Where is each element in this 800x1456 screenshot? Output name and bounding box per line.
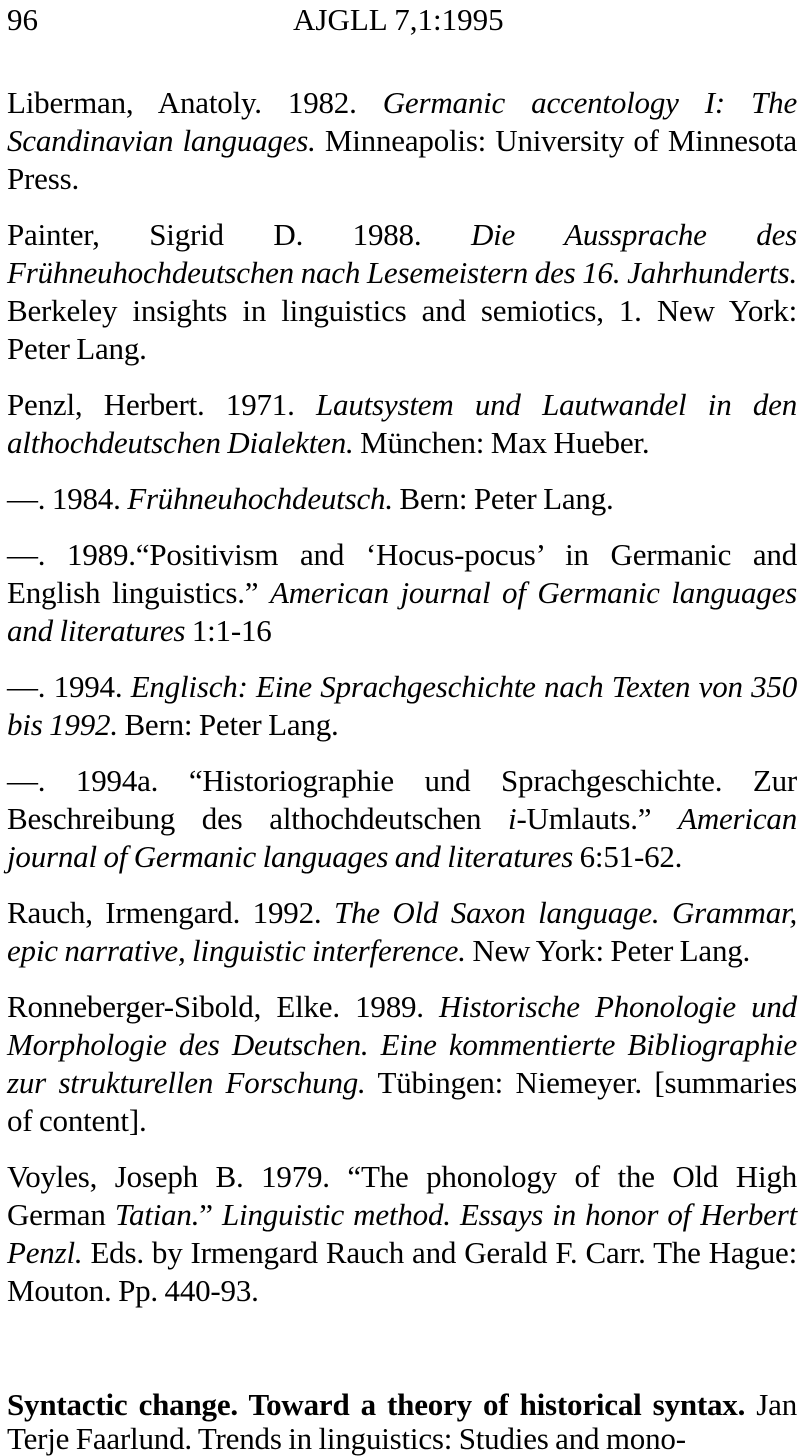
reference-entry <box>7 84 797 198</box>
reference-list <box>7 84 797 1328</box>
review-text: Jan Terje Faarlund. Trends in linguistics: Studies and mono- <box>7 1387 797 1456</box>
reference-title: Tatian. <box>114 1197 200 1232</box>
running-head: AJGLL 7,1:1995 <box>293 2 504 37</box>
reference-entry <box>7 480 797 518</box>
reference-text: —. 1989.“Positivism and ‘Hocus-pocus’ in Germanic and English linguistics.” <box>7 537 797 610</box>
reference-title: The Old Saxon language. Grammar, epic narrative, linguistic interference. <box>7 895 798 968</box>
reference-title: i <box>508 801 517 836</box>
reference-text: München: Max Hueber. <box>353 425 650 460</box>
reference-text: Rauch, Irmengard. 1992. <box>7 895 334 930</box>
reference-text: —. 1994a. “Historiographie und Sprachgeschichte. Zur Beschreibung des althochdeutschen <box>7 763 797 836</box>
reference-title: Linguistic method. Essays in honor of Herbert Penzl. <box>7 1197 797 1270</box>
reference-text: Voyles, Joseph B. 1979. “The phonology of the Old High German <box>7 1159 797 1232</box>
reference-text: Ronneberger-Sibold, Elke. 1989. <box>7 989 440 1024</box>
page-number: 96 <box>7 2 38 37</box>
reference-entry <box>7 762 797 876</box>
reference-title: Die Aussprache des Frühneuhochdeutschen nach Lesemeistern des 16. Jahrhunderts. <box>7 217 797 290</box>
reference-title: Historische Phonologie und Morphologie des Deutschen. Eine kommentierte Bibliographie zur strukturellen Forschung. <box>7 989 797 1100</box>
reference-title: Englisch: Eine Sprachgeschichte nach Texten von 350 bis 1992. <box>7 669 797 742</box>
reference-title: Lautsystem und Lautwandel in den althochdeutschen Dialekten. <box>7 387 798 460</box>
reference-text: Eds. by Irmengard Rauch and Gerald F. Carr. The Hague: Mouton. Pp. 440-93. <box>7 1235 797 1308</box>
reference-entry <box>7 386 797 462</box>
reference-text: —. 1994. <box>7 669 131 704</box>
reference-entry <box>7 668 797 744</box>
reference-entry <box>7 216 797 368</box>
page-header <box>7 0 797 40</box>
reference-text: -Umlauts.” <box>516 801 679 836</box>
review-title: Syntactic change. Toward a theory of historical syntax. <box>7 1387 746 1422</box>
book-review-heading <box>7 1388 797 1456</box>
reference-title: Germanic accentology I: The Scandinavian languages. <box>7 85 798 158</box>
reference-text: 6:51-62. <box>573 839 683 874</box>
reference-text: —. 1984. <box>7 481 128 516</box>
reference-text: 1:1-16 <box>185 613 272 648</box>
reference-title: American journal of Germanic languages and literatures <box>7 801 797 874</box>
reference-title: American journal of Germanic languages and literatures <box>7 575 797 648</box>
reference-entry <box>7 536 797 650</box>
reference-text: Liberman, Anatoly. 1982. <box>7 85 383 120</box>
reference-text: Bern: Peter Lang. <box>392 481 614 516</box>
reference-text: Painter, Sigrid D. 1988. <box>7 217 471 252</box>
reference-text: Penzl, Herbert. 1971. <box>7 387 316 422</box>
reference-entry <box>7 894 797 970</box>
reference-text: ” <box>199 1197 223 1232</box>
reference-text: New York: Peter Lang. <box>465 933 751 968</box>
reference-text: Berkeley insights in linguistics and semiotics, 1. New York: Peter Lang. <box>7 293 797 366</box>
reference-text: Minneapolis: University of Minnesota Press. <box>7 123 797 196</box>
reference-text: Tübingen: Niemeyer. [summaries of content]. <box>7 1065 798 1138</box>
reference-title: Frühneuhochdeutsch. <box>127 481 393 516</box>
reference-text: Bern: Peter Lang. <box>117 707 339 742</box>
reference-entry <box>7 1158 797 1310</box>
reference-entry <box>7 988 797 1140</box>
